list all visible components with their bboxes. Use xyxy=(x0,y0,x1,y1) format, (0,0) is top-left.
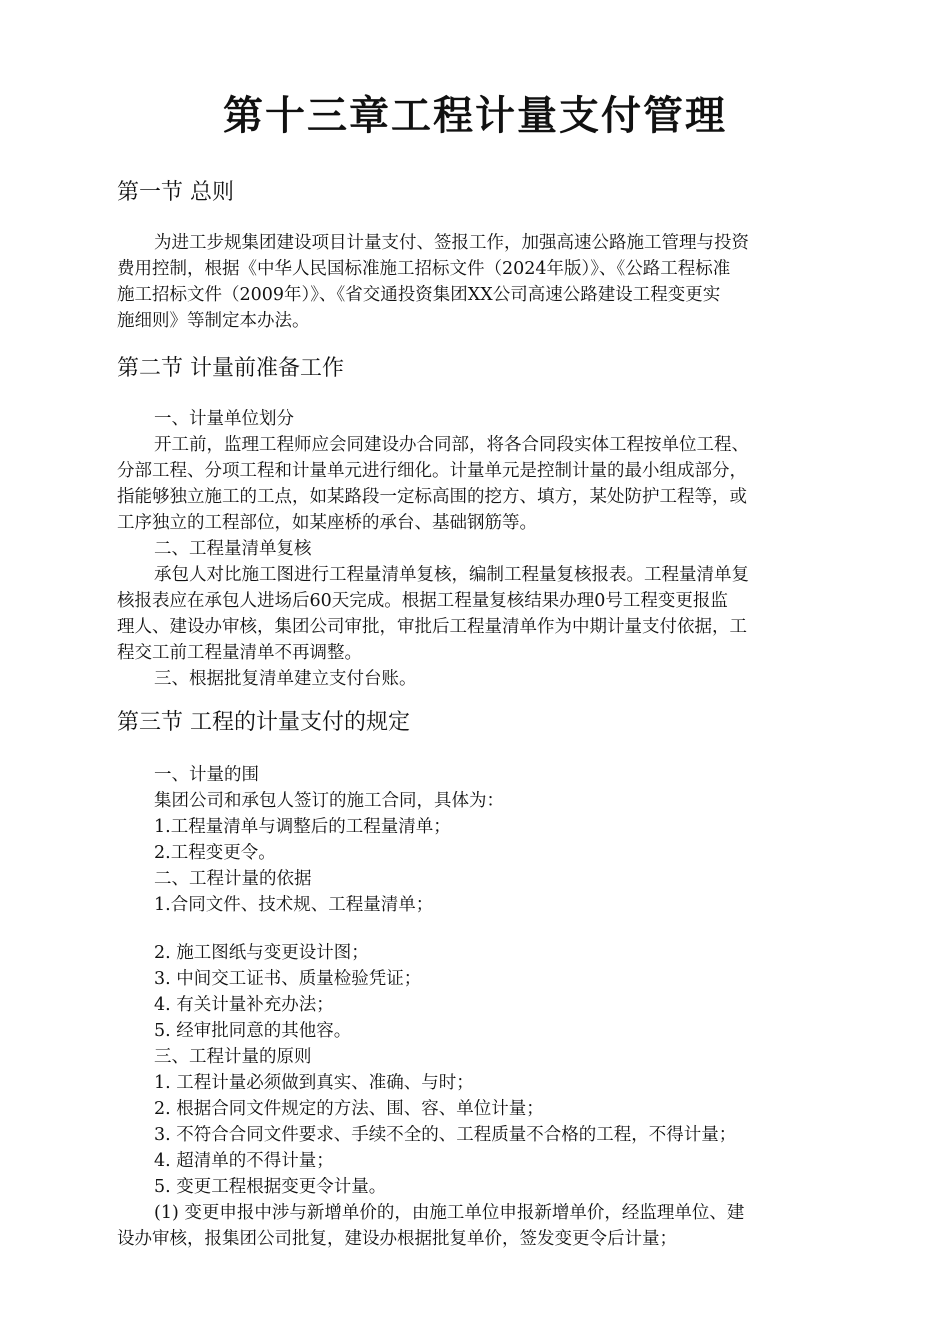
paragraph-line: 理人、建设办审核，集团公司审批，审批后工程量清单作为中期计量支付依据，工 xyxy=(117,617,747,637)
paragraph-line: 集团公司和承包人签订的施工合同，具体为： xyxy=(154,791,504,811)
subheading-line: 二、工程计量的依据 xyxy=(154,869,312,889)
section-heading-preparation: 第二节 计量前准备工作 xyxy=(117,356,344,381)
paragraph-line: 设办审核，报集团公司批复，建设办根据批复单价，签发变更令后计量； xyxy=(117,1229,677,1249)
paragraph-line: 指能够独立施工的工点，如某路段一定标高围的挖方、填方，某处防护工程等，或 xyxy=(117,487,747,507)
list-item: 1.工程量清单与调整后的工程量清单； xyxy=(154,817,451,837)
list-item: 3. 中间交工证书、质量检验凭证； xyxy=(154,969,422,989)
subheading-line: 一、计量单位划分 xyxy=(154,409,294,429)
paragraph-line: 费用控制，根据《中华人民国标准施工招标文件（2024年版）》、《公路工程标准 xyxy=(117,259,731,279)
list-item: 4. 有关计量补充办法； xyxy=(154,995,334,1015)
list-item: 5. 经审批同意的其他容。 xyxy=(154,1021,352,1041)
list-item: 2. 根据合同文件规定的方法、围、容、单位计量； xyxy=(154,1099,544,1119)
paragraph-line: 施细则》等制定本办法。 xyxy=(117,311,310,331)
paragraph-line: 施工招标文件（2009年）》、《省交通投资集团XX公司高速公路建设工程变更实 xyxy=(117,285,721,305)
subheading-line: 二、工程量清单复核 xyxy=(154,539,312,559)
paragraph-line: 承包人对比施工图进行工程量清单复核，编制工程量复核报表。工程量清单复 xyxy=(154,565,749,585)
subheading-line: 三、工程计量的原则 xyxy=(154,1047,312,1067)
paragraph-line: 工序独立的工程部位，如某座桥的承台、基础钢筋等。 xyxy=(117,513,537,533)
list-item: 2. 施工图纸与变更设计图； xyxy=(154,943,369,963)
paragraph-line: 分部工程、分项工程和计量单元进行细化。计量单元是控制计量的最小组成部分， xyxy=(117,461,747,481)
section-heading-rules: 第三节 工程的计量支付的规定 xyxy=(117,710,410,735)
page-title: 第十三章工程计量支付管理 xyxy=(223,92,727,139)
subheading-line: 一、计量的围 xyxy=(154,765,259,785)
list-item: 2.工程变更令。 xyxy=(154,843,276,863)
list-item: 1. 工程计量必须做到真实、准确、与时； xyxy=(154,1073,474,1093)
list-item: 5. 变更工程根据变更令计量。 xyxy=(154,1177,387,1197)
paragraph-line: 为进工步规集团建设项目计量支付、签报工作，加强高速公路施工管理与投资 xyxy=(154,233,749,253)
paragraph-line: 核报表应在承包人进场后60天完成。根据工程量复核结果办理0号工程变更报监 xyxy=(117,591,728,611)
subheading-line: 三、根据批复清单建立支付台账。 xyxy=(154,669,417,689)
paragraph-line: 开工前，监理工程师应会同建设办合同部，将各合同段实体工程按单位工程、 xyxy=(154,435,749,455)
list-item: 4. 超清单的不得计量； xyxy=(154,1151,334,1171)
section-heading-general: 第一节 总则 xyxy=(117,180,234,205)
paragraph-line: (1) 变更申报中涉与新增单价的，由施工单位申报新增单价，经监理单位、建 xyxy=(154,1203,745,1223)
list-item: 3. 不符合合同文件要求、手续不全的、工程质量不合格的工程，不得计量； xyxy=(154,1125,737,1145)
paragraph-line: 程交工前工程量清单不再调整。 xyxy=(117,643,362,663)
list-item: 1.合同文件、技术规、工程量清单； xyxy=(154,895,434,915)
